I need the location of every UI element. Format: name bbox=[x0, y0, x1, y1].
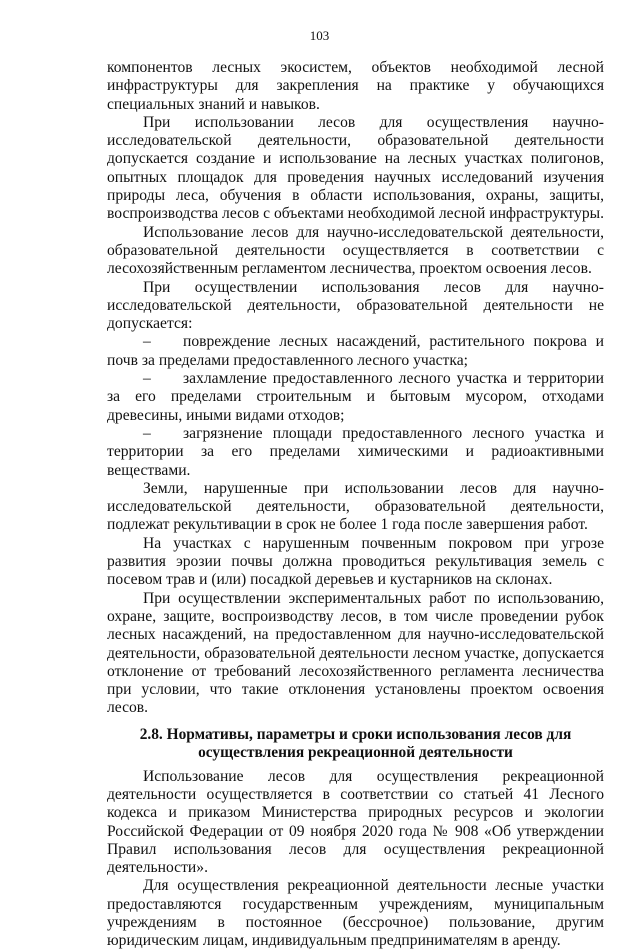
paragraph: На участках с нарушенным почвенным покровом при угрозе развития эрозии почвы должна проводиться рекультивация земель с посевом трав и (или) посадкой деревьев и кустарников на склонах. bbox=[107, 534, 604, 589]
list-dash: – bbox=[143, 370, 151, 388]
section-heading-line: 2.8. Нормативы, параметры и сроки использования лесов для bbox=[139, 725, 572, 743]
list-item bbox=[107, 370, 604, 425]
paragraph: При использовании лесов для осуществления научно-исследовательской деятельности, образовательной деятельности допускается создание и использование на лесных участках полигонов, опытных площадок для проведения научных исследований изучения природы леса, обучения в области использования, охраны, защиты, воспроизводства лесов с объектами необходимой лесной инфраструктуры. bbox=[107, 113, 604, 223]
list-item bbox=[107, 425, 604, 480]
page-number: 103 bbox=[309, 28, 330, 43]
section-heading bbox=[107, 726, 604, 762]
paragraph: Использование лесов для научно-исследовательской деятельности, образовательной деятельности осуществляется в соответствии с лесохозяйственным регламентом лесничества, проектом освоения лесов. bbox=[107, 223, 604, 278]
paragraph: Использование лесов для осуществления рекреационной деятельности осуществляется в соответствии со статьей 41 Лесного кодекса и приказом Министерства природных ресурсов и экологии Российской Федерации от 09 ноября 2020 года № 908 «Об утверждении Правил использования лесов для осуществления рекреационной деятельности». bbox=[107, 767, 604, 877]
list-item-text: захламление предоставленного лесного участка и территории за его пределами строительным и бытовым мусором, отходами древесины, иными видами отходов; bbox=[107, 370, 604, 424]
paragraph: При осуществлении использования лесов для научно-исследовательской деятельности, образовательной деятельности не допускается: bbox=[107, 278, 604, 333]
document-body bbox=[107, 59, 604, 951]
paragraph: компонентов лесных экосистем, объектов необходимой лесной инфраструктуры для закрепления на практике у обучающихся специальных знаний и навыков. bbox=[107, 59, 604, 113]
paragraph: При осуществлении экспериментальных работ по использованию, охране, защите, воспроизводству лесов, в том числе проведении рубок лесных насаждений, на предоставленном для научно-исследовательской деятельности, образовательной деятельности лесном участке, допускается отклонение от требований лесохозяйственного регламента лесничества при условии, что такие отклонения установлены проектом освоения лесов. bbox=[107, 589, 604, 717]
paragraph: Для осуществления рекреационной деятельности лесные участки предоставляются государственным учреждениям, муниципальным учреждениям в постоянное (бессрочное) пользование, другим юридическим лицам, индивидуальным предпринимателям в аренду. bbox=[107, 877, 604, 950]
list-dash: – bbox=[143, 333, 151, 351]
section-heading-line: осуществления рекреационной деятельности bbox=[198, 743, 513, 761]
list-item-text: повреждение лесных насаждений, растительного покрова и почв за пределами предоставленного лесного участка; bbox=[107, 333, 604, 369]
list-item-text: загрязнение площади предоставленного лесного участка и территории за его пределами химическими и радиоактивными веществами. bbox=[107, 424, 604, 479]
paragraph: Земли, нарушенные при использовании лесов для научно-исследовательской деятельности, образовательной деятельности, подлежат рекультивации в срок не более 1 года после завершения работ. bbox=[107, 479, 604, 534]
list-dash: – bbox=[143, 424, 151, 442]
list-item bbox=[107, 333, 604, 370]
